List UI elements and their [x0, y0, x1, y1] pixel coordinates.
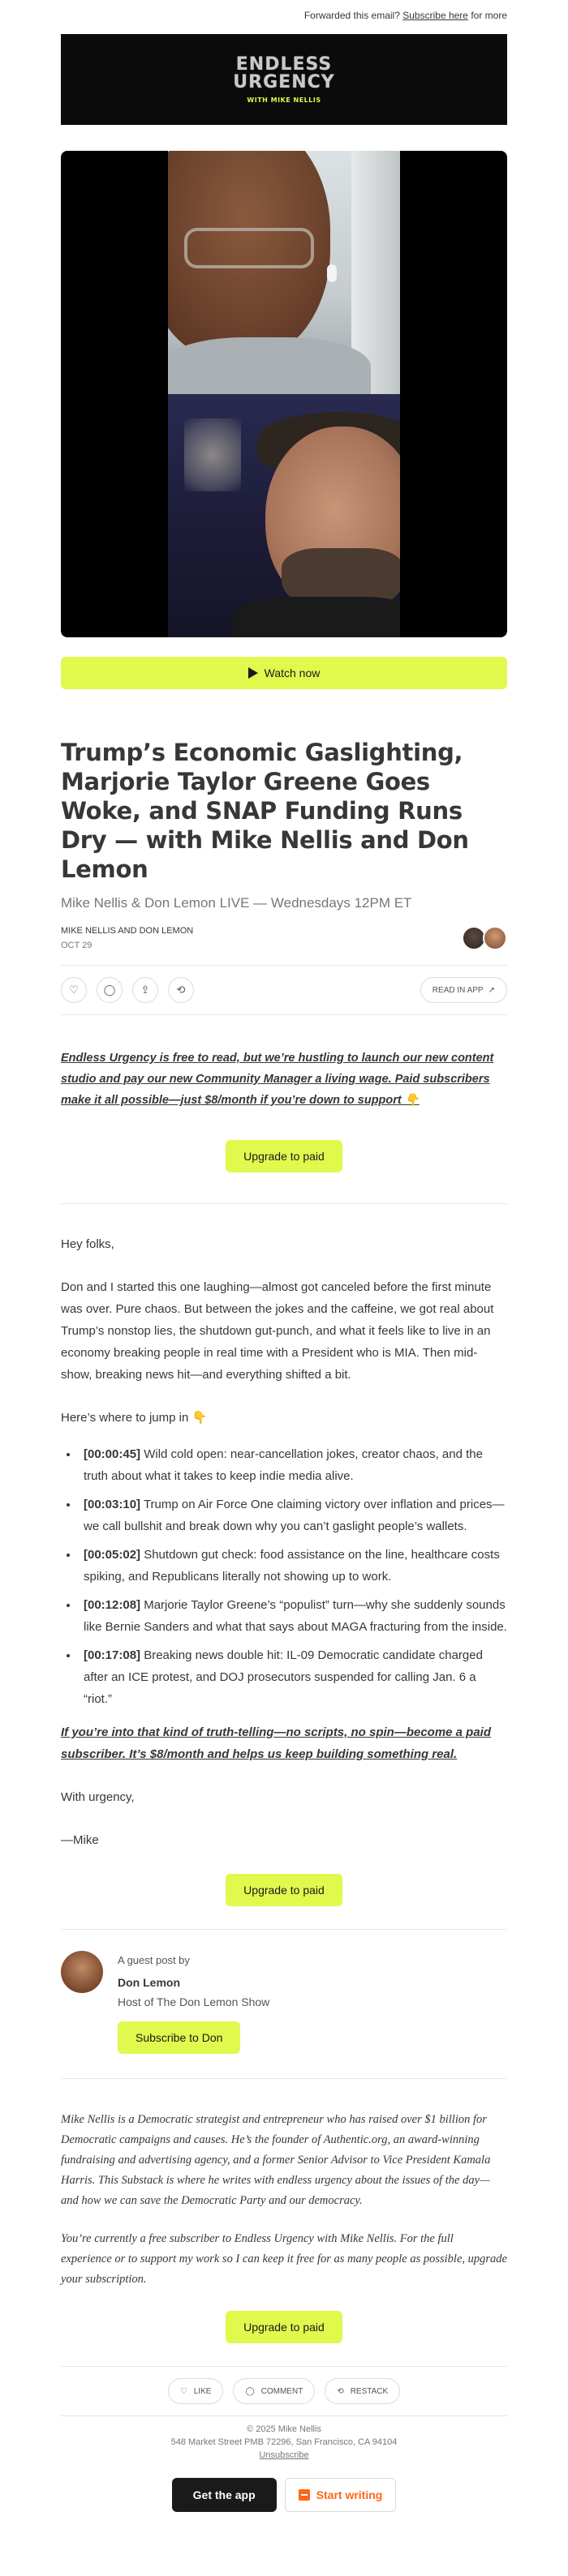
restack-icon: ⟲ [176, 984, 186, 996]
post-byline[interactable]: MIKE NELLIS AND DON LEMON [61, 926, 194, 936]
chapter-item [79, 1443, 507, 1487]
upgrade-button-bottom[interactable]: Upgrade to paid [226, 2311, 342, 2343]
chapter-text: Breaking news double hit: IL-09 Democratic candidate charged after an ICE protest, and DOJ prosecutors suspended for calling Jan. 6 a “riot.” [84, 1648, 483, 1706]
restack-label: RESTACK [350, 2386, 389, 2396]
avatar-don-lemon[interactable] [483, 926, 507, 950]
guest-post-label: A guest post by [118, 1954, 190, 1966]
logo-subtitle: WITH MIKE NELLIS [247, 96, 321, 104]
forwarded-suffix: for more [471, 10, 507, 21]
forwarded-notice [61, 0, 507, 34]
comment-icon: ◯ [103, 984, 116, 996]
comment-icon: ◯ [245, 2386, 255, 2396]
chapter-timestamp[interactable]: [00:17:08] [84, 1648, 141, 1662]
restack-button[interactable] [168, 977, 194, 1003]
chapter-item [79, 1494, 507, 1537]
upgrade-button-middle[interactable]: Upgrade to paid [226, 1874, 342, 1906]
chapter-text: Trump on Air Force One claiming victory over inflation and prices—we call bullshit and break down why you can’t gaslight people’s wallets. [84, 1498, 505, 1533]
like-button[interactable] [61, 977, 87, 1003]
chapter-text: Marjorie Taylor Greene’s “populist” turn—why she suddenly sounds like Bernie Sanders and what that says about MAGA fracturing from the inside. [84, 1598, 507, 1634]
chapter-item [79, 1644, 507, 1710]
forwarded-text: Forwarded this email? [303, 10, 400, 21]
chapter-item [79, 1544, 507, 1588]
engagement-bar [61, 2366, 507, 2416]
chapter-timestamp[interactable]: [00:12:08] [84, 1598, 141, 1612]
chapter-timestamp[interactable]: [00:05:02] [84, 1548, 141, 1562]
heart-icon: ♡ [69, 984, 79, 996]
jump-intro: Here’s where to jump in 👇 [61, 1411, 208, 1425]
subscribe-link[interactable]: Subscribe here [402, 10, 468, 21]
divider [61, 1929, 507, 1930]
chapter-item [79, 1594, 507, 1638]
post-title[interactable]: Trump’s Economic Gaslighting, Marjorie Taylor Greene Goes Woke, and SNAP Funding Runs Dry — with Mike Nellis and Don Lemon [61, 739, 469, 883]
subscribe-to-guest-button[interactable]: Subscribe to Don [118, 2021, 240, 2054]
like-pill-button[interactable] [168, 2378, 224, 2404]
heart-icon: ♡ [179, 2386, 187, 2396]
post-body [61, 1233, 507, 1851]
publication-banner[interactable] [61, 34, 507, 125]
guest-name[interactable]: Don Lemon [118, 1976, 180, 1989]
footer [61, 2423, 507, 2462]
arrow-up-right-icon: ↗ [488, 985, 495, 995]
post-subtitle: Mike Nellis & Don Lemon LIVE — Wednesdays 12PM ET [61, 895, 412, 911]
greeting: Hey folks, [61, 1237, 114, 1251]
comment-label: COMMENT [260, 2386, 303, 2396]
paid-promo-text[interactable]: Endless Urgency is free to read, but we’re hustling to launch our new content studio and pay our new Community Manager a living wage. Paid subscribers make it all possible—just $8/month if you’re down to support 👇 [61, 1052, 494, 1107]
video-pane-mike-nellis [168, 394, 400, 637]
upgrade-button-top[interactable]: Upgrade to paid [226, 1140, 342, 1172]
start-writing-button[interactable] [285, 2478, 397, 2512]
divider [61, 2078, 507, 2079]
signature: —Mike [61, 1833, 99, 1847]
email-column [61, 0, 507, 2512]
video-thumbnail[interactable] [61, 151, 507, 637]
like-label: LIKE [193, 2386, 212, 2396]
app-cta-row [61, 2478, 507, 2512]
intro-paragraph: Don and I started this one laughing—almost got canceled before the first minute was over. Pure chaos. But between the jokes and the caffeine, we got real about Trump’s nonstop lies, the shutdown gut-punch, and what it feels like to live in an economy breaking people in real time with a President who is MIA. Then mid-show, breaking news hit—and everything shifted a bit. [61, 1280, 494, 1382]
signoff: With urgency, [61, 1790, 135, 1804]
read-in-app-label: READ IN APP [432, 985, 484, 995]
read-in-app-button[interactable] [420, 977, 507, 1003]
free-subscriber-note: You’re currently a free subscriber to Endless Urgency with Mike Nellis. For the full experience or to support my work so I can keep it free for as many people as possible, upgrade your subscription. [61, 2232, 507, 2286]
unsubscribe-link[interactable]: Unsubscribe [259, 2450, 309, 2460]
watch-now-button[interactable] [61, 657, 507, 689]
paid-cta-text[interactable]: If you’re into that kind of truth-telling—no scripts, no spin—become a paid subscriber. It’s $8/month and helps us keep building something real. [61, 1725, 492, 1761]
play-icon [248, 667, 258, 679]
post-meta [61, 926, 507, 950]
logo-line-1: ENDLESS [235, 54, 333, 75]
guest-avatar[interactable] [61, 1951, 103, 1993]
chapter-timestamp[interactable]: [00:03:10] [84, 1498, 141, 1511]
start-writing-label: Start writing [316, 2488, 383, 2501]
post-actions-bar [61, 965, 507, 1015]
substack-icon [299, 2489, 310, 2501]
post-date: OCT 29 [61, 941, 93, 950]
author-bio: Mike Nellis is a Democratic strategist and entrepreneur who has raised over $1 billion for Democratic campaigns and causes. He’s the founder of Authentic.org, an award-winning fundraising and advertising agency, and a former Senior Advisor to Vice President Kamala Harris. This Substack is where he writes with endless urgency about the issues of the day—and how we can save the Democratic Party and our democracy. [61, 2113, 491, 2207]
divider [61, 1203, 507, 1204]
chapter-text: Wild cold open: near-cancellation jokes, creator chaos, and the truth about what it takes to keep indie media alive. [84, 1447, 483, 1483]
mailing-address: 548 Market Street PMB 72296, San Francisco, CA 94104 [170, 2437, 398, 2447]
logo-line-2: URGENCY [233, 71, 335, 92]
chapter-list [61, 1443, 507, 1710]
author-avatars [462, 926, 507, 950]
comment-pill-button[interactable] [233, 2378, 315, 2404]
comment-button[interactable] [97, 977, 123, 1003]
share-button[interactable] [132, 977, 158, 1003]
restack-pill-button[interactable] [325, 2378, 400, 2404]
chapter-timestamp[interactable]: [00:00:45] [84, 1447, 141, 1461]
copyright: © 2025 Mike Nellis [247, 2424, 321, 2434]
chapter-text: Shutdown gut check: food assistance on the line, healthcare costs spiking, and Republicans literally not showing up to work. [84, 1548, 500, 1584]
guest-show: Host of The Don Lemon Show [118, 1995, 270, 2008]
watch-now-label: Watch now [264, 667, 321, 679]
get-the-app-button[interactable]: Get the app [172, 2478, 277, 2512]
video-pane-don-lemon [168, 151, 400, 394]
about-section [61, 2110, 507, 2290]
restack-icon: ⟲ [337, 2386, 344, 2396]
guest-post-card [61, 1951, 507, 2054]
share-icon: ⇪ [140, 984, 150, 996]
